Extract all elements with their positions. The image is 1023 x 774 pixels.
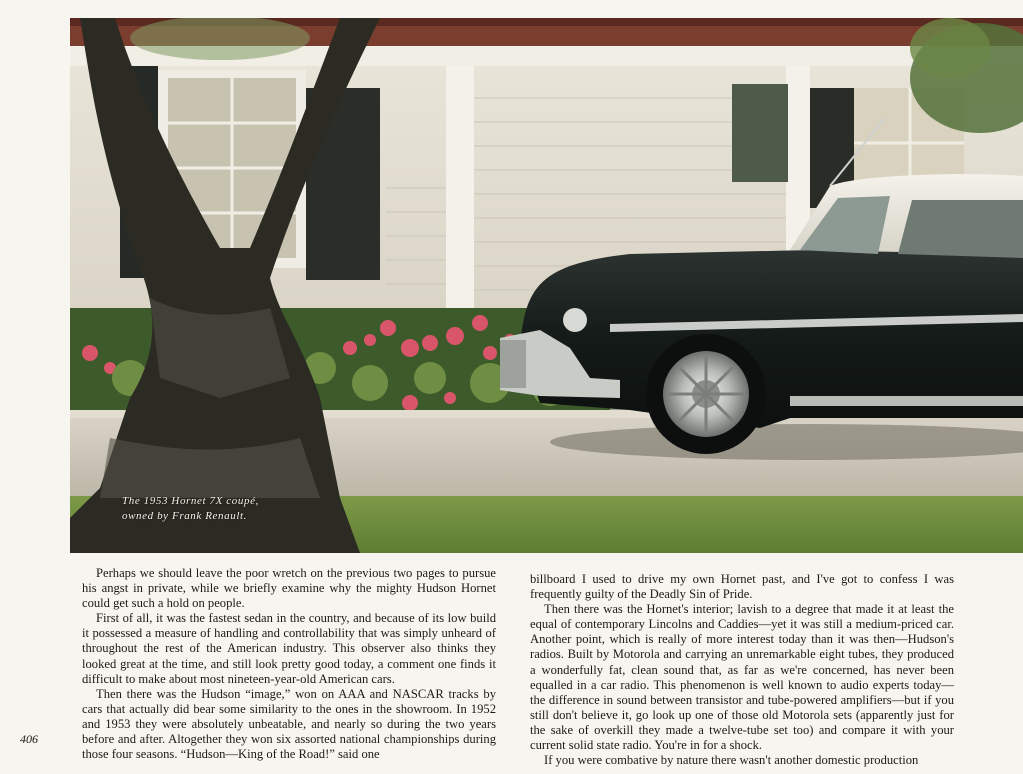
car-photo-illustration xyxy=(70,18,1023,553)
paragraph: Perhaps we should leave the poor wretch on the previous two pages to pursue his angst in private, while we briefly examine why the mighty Hudson Hornet could get such a hold on people. xyxy=(82,566,496,611)
caption-line: The 1953 Hornet 7X coupé, xyxy=(122,495,259,507)
photo-caption xyxy=(122,494,322,524)
paragraph: billboard I used to drive my own Hornet past, and I've got to confess I was frequently guilty of the Deadly Sin of Pride. xyxy=(530,572,954,602)
paragraph: Then there was the Hudson “image,” won on AAA and NASCAR tracks by cars that actually did bear some similarity to the ones in the showroom. In 1952 and 1953 they were absolutely unbeatable, and nearly so during the two years before and after. Altogether they won six assorted national championships during those four seasons. “Hudson—King of the Road!” said one xyxy=(82,686,496,762)
caption-line: owned by Frank Renault. xyxy=(122,510,247,522)
paragraph: Then there was the Hornet's interior; lavish to a degree that made it at least the equal of contemporary Lincolns and Caddies—yet it was still a medium-priced car. Another point, which is really of more interest today than it was then—Hudson's radios. Built by Motorola and carrying an unremarkable eight tubes, they produced a wonderfully fat, clean sound that, as far as we're concerned, has never been equalled in a car radio. This phenomenon is well known to audio experts today—the difference in sound between transistor and tube-powered amplifiers—but if you still don't believe it, go look up one of those old Motorola sets (apparently just for the sake of overkill they made a twelve-tube set too) and compare it with your current solid state radio. You're in for a shock. xyxy=(530,602,954,753)
paragraph: If you were combative by nature there wasn't another domestic production xyxy=(544,753,919,768)
article-left-column xyxy=(82,566,496,762)
photo xyxy=(70,18,1023,553)
article-right-column xyxy=(530,572,954,768)
page-number: 406 xyxy=(20,732,38,746)
paragraph: First of all, it was the fastest sedan in the country, and because of its low build it possessed a measure of handling and controllability that was simply unheard of throughout the rest of the American industry. This observer also thinks they looked great at the time, and still look pretty good today, a comment one finds it difficult to make about most nineteen-year-old American cars. xyxy=(82,611,496,686)
